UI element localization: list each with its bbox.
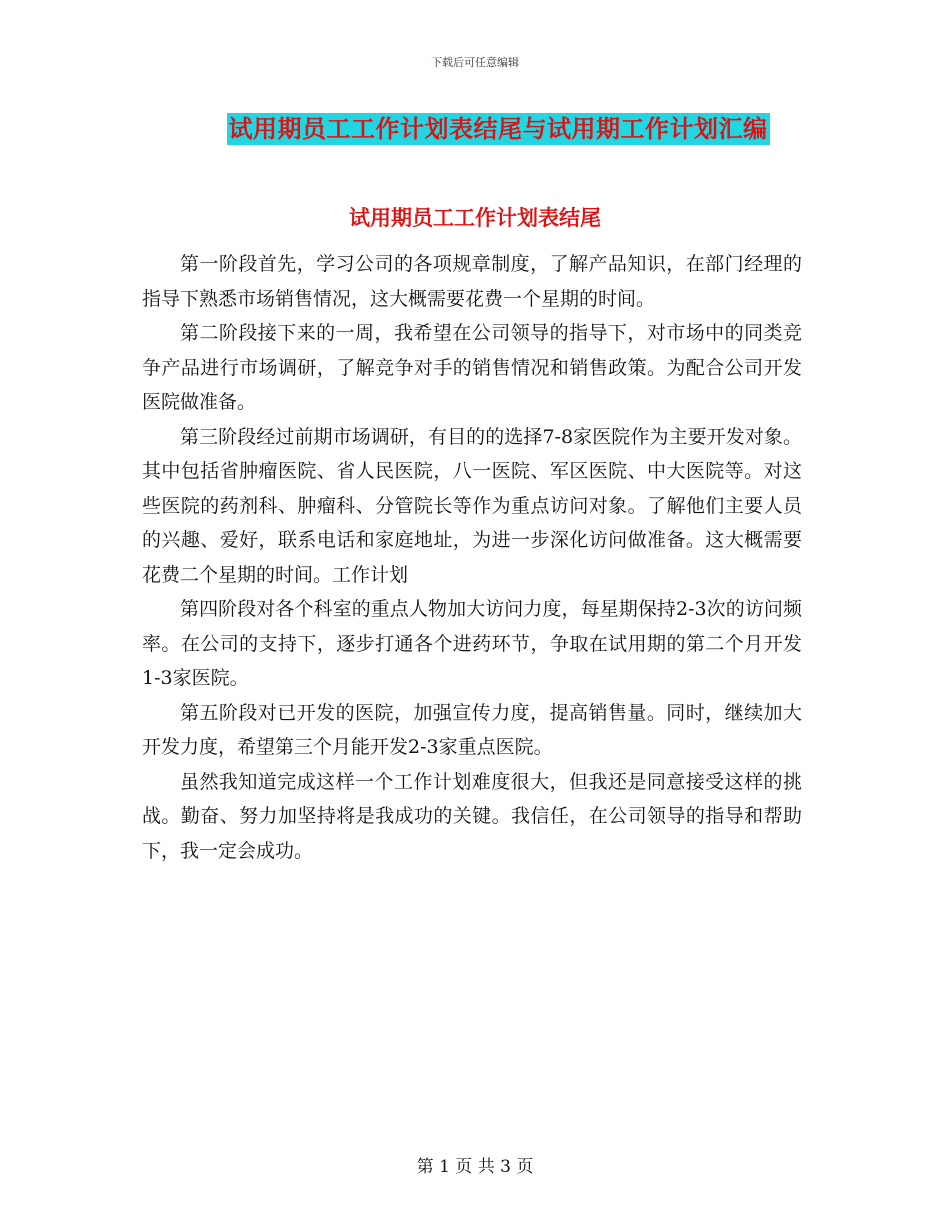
document-title: 试用期员工工作计划表结尾与试用期工作计划汇编 (228, 114, 768, 143)
paragraph-conclusion: 虽然我知道完成这样一个工作计划难度很大，但我还是同意接受这样的挑战。勤奋、努力加坚持将是我成功的关键。我信任，在公司领导的指导和帮助下，我一定会成功。 (142, 770, 802, 862)
paragraph-stage-3: 第三阶段经过前期市场调研，有目的的选择7-8家医院作为主要开发对象。其中包括省肿瘤医院、省人民医院，八一医院、军区医院、中大医院等。对这些医院的药剂科、肿瘤科、分管院长等作为重点访问对象。了解他们主要人员的兴趣、爱好，联系电话和家庭地址，为进一步深化访问做准备。这大概需要花费二个星期的时间。工作计划 (142, 425, 802, 586)
document-title-container (0, 113, 950, 145)
document-body (142, 247, 802, 868)
paragraph-stage-1: 第一阶段首先，学习公司的各项规章制度，了解产品知识，在部门经理的指导下熟悉市场销售情况，这大概需要花费一个星期的时间。 (142, 253, 802, 310)
header-note: 下载后可任意编辑 (431, 56, 519, 69)
page-footer: 第 1 页 共 3 页 (416, 1157, 534, 1177)
paragraph-stage-2: 第二阶段接下来的一周，我希望在公司领导的指导下，对市场中的同类竞争产品进行市场调研，了解竞争对手的销售情况和销售政策。为配合公司开发医院做准备。 (142, 322, 802, 413)
paragraph-stage-4: 第四阶段对各个科室的重点人物加大访问力度，每星期保持2-3次的访问频率。在公司的支持下，逐步打通各个进药环节，争取在试用期的第二个月开发1-3家医院。 (142, 598, 802, 689)
paragraph-stage-5: 第五阶段对已开发的医院，加强宣传力度，提高销售量。同时，继续加大开发力度，希望第三个月能开发2-3家重点医院。 (142, 701, 802, 758)
section-title: 试用期员工工作计划表结尾 (349, 205, 601, 230)
